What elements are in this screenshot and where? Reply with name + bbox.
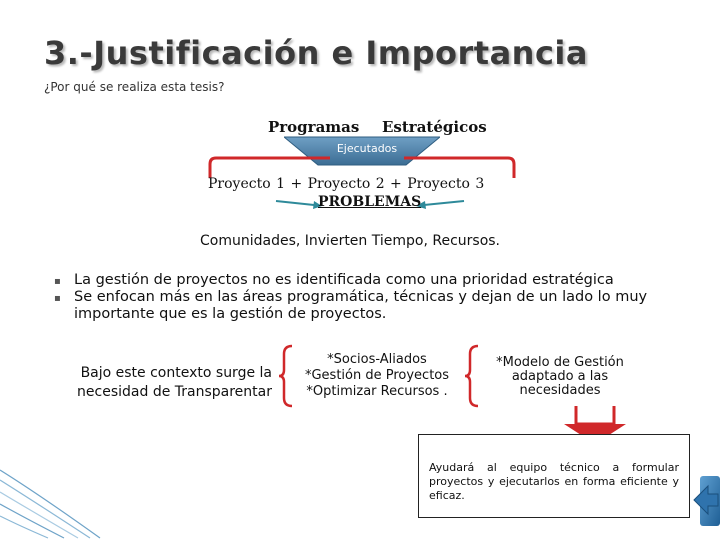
- result-box: Ayudará al equipo técnico a formular proyectos y ejecutarlos en forma eficiente y eficaz.: [418, 434, 690, 518]
- page-title: 3.-Justificación e Importancia: [44, 34, 588, 72]
- square-bullet-icon: ▪: [54, 276, 61, 287]
- page-subtitle: ¿Por qué se realiza esta tesis?: [44, 80, 225, 94]
- arrow-left-icon[interactable]: [692, 472, 720, 528]
- socios-list: *Socios-Aliados *Gestión de Proyectos *Optimizar Recursos .: [304, 352, 450, 399]
- square-bullet-icon: ▪: [54, 293, 61, 304]
- problemas-label: PROBLEMAS: [318, 194, 422, 210]
- estrategicos-label: Estratégicos: [382, 118, 487, 136]
- ejecutados-label: Ejecutados: [336, 142, 398, 155]
- comunidades-text: Comunidades, Invierten Tiempo, Recursos.: [200, 233, 501, 249]
- list-item: ▪ Se enfocan más en las áreas programática, técnicas y dejan de un lado lo muy importante que es la gestión de proyectos.: [54, 289, 648, 322]
- programas-label: Programas: [268, 118, 360, 136]
- list-item: ▪ La gestión de proyectos no es identificada como una prioridad estratégica: [54, 272, 614, 288]
- modelo-list: *Modelo de Gestión adaptado a las necesidades: [496, 355, 624, 398]
- bullet-list: [54, 272, 674, 323]
- proyectos-line: Proyecto 1 + Proyecto 2 + Proyecto 3: [208, 176, 485, 192]
- decorative-lines: [0, 440, 110, 540]
- context-text: Bajo este contexto surge la necesidad de Transparentar: [77, 365, 272, 400]
